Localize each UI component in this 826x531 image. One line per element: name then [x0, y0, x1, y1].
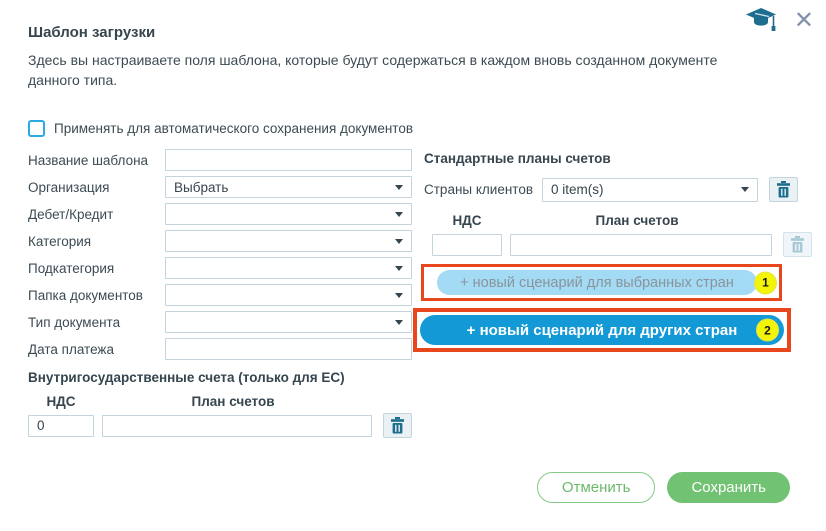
domestic-vat-input[interactable] [28, 415, 94, 437]
form-row-category [28, 230, 412, 252]
annotation-badge-2: 2 [756, 319, 779, 342]
chevron-down-icon [395, 266, 403, 271]
chevron-down-icon [395, 212, 403, 217]
template-fields-column [28, 149, 412, 438]
page-title: Шаблон загрузки [28, 24, 156, 41]
chevron-down-icon [395, 293, 403, 298]
chevron-down-icon [395, 185, 403, 190]
chevron-down-icon [395, 239, 403, 244]
domestic-accounts-heading: Внутригосударственные счета (только для ЕС) [28, 370, 345, 385]
domestic-row-delete-button[interactable] [383, 413, 412, 438]
template-name-label: Название шаблона [28, 152, 149, 168]
chart-of-accounts-column-header: План счетов [595, 213, 679, 228]
client-countries-row [424, 177, 812, 202]
client-countries-delete-button[interactable] [769, 177, 798, 202]
standard-plans-headers [424, 213, 812, 228]
form-row-documents-folder [28, 284, 412, 306]
form-row-document-type [28, 311, 412, 333]
auto-save-row [28, 120, 413, 137]
standard-plans-row [424, 232, 812, 257]
domestic-accounts-row [28, 413, 412, 438]
domestic-accounts-headers [28, 394, 412, 409]
chevron-down-icon [741, 187, 749, 192]
graduation-cap-icon[interactable] [745, 8, 778, 33]
vat-column-header: НДС [452, 213, 482, 228]
form-row-payment-date [28, 338, 412, 360]
form-row-debit-credit [28, 203, 412, 225]
dialog-header-icons [745, 8, 814, 33]
payment-date-input[interactable] [165, 338, 412, 360]
document-type-label: Тип документа [28, 314, 121, 330]
auto-save-checkbox[interactable] [28, 120, 45, 137]
payment-date-label: Дата платежа [28, 341, 114, 357]
client-countries-label: Страны клиентов [424, 182, 534, 197]
organization-select-value: Выбрать [174, 179, 229, 195]
standard-row-delete-button[interactable] [783, 232, 812, 257]
close-icon[interactable]: ✕ [793, 6, 814, 34]
new-scenario-other-countries-button[interactable]: + новый сценарий для других стран [420, 315, 784, 345]
organization-select[interactable] [165, 176, 412, 198]
annotation-highlight-1 [421, 264, 782, 301]
client-countries-select-value: 0 item(s) [551, 182, 604, 197]
documents-folder-label: Папка документов [28, 287, 143, 303]
documents-folder-select[interactable] [165, 284, 412, 306]
spacer [372, 394, 412, 409]
chevron-down-icon [395, 320, 403, 325]
dialog-description: Здесь вы настраиваете поля шаблона, которые будут содержаться в каждом вновь созданном документе данного типа. [28, 52, 718, 88]
dialog-footer [537, 472, 790, 503]
category-label: Категория [28, 233, 92, 249]
client-countries-select[interactable] [542, 178, 758, 202]
chart-of-accounts-column-header: План счетов [191, 394, 275, 409]
cancel-button[interactable]: Отменить [537, 472, 656, 503]
organization-label: Организация [28, 179, 110, 195]
form-row-template-name [28, 149, 412, 171]
subcategory-select[interactable] [165, 257, 412, 279]
form-row-subcategory [28, 257, 412, 279]
domestic-chart-input[interactable] [102, 415, 372, 437]
standard-plans-heading: Стандартные планы счетов [424, 151, 611, 166]
form-row-organization [28, 176, 412, 198]
annotation-highlight-2 [413, 308, 791, 352]
standard-vat-input[interactable] [432, 234, 502, 256]
auto-save-label: Применять для автоматического сохранения документов [54, 121, 414, 136]
template-name-input[interactable] [165, 149, 412, 171]
subcategory-label: Подкатегория [28, 260, 115, 276]
save-button[interactable]: Сохранить [667, 472, 790, 503]
vat-column-header: НДС [46, 394, 76, 409]
category-select[interactable] [165, 230, 412, 252]
debit-credit-select[interactable] [165, 203, 412, 225]
document-type-select[interactable] [165, 311, 412, 333]
spacer [772, 213, 812, 228]
standard-plans-column [424, 151, 812, 352]
standard-chart-input[interactable] [510, 234, 772, 256]
debit-credit-label: Дебет/Кредит [28, 206, 114, 222]
new-scenario-selected-countries-button[interactable]: + новый сценарий для выбранных стран [437, 270, 757, 295]
annotation-badge-1: 1 [754, 271, 777, 294]
